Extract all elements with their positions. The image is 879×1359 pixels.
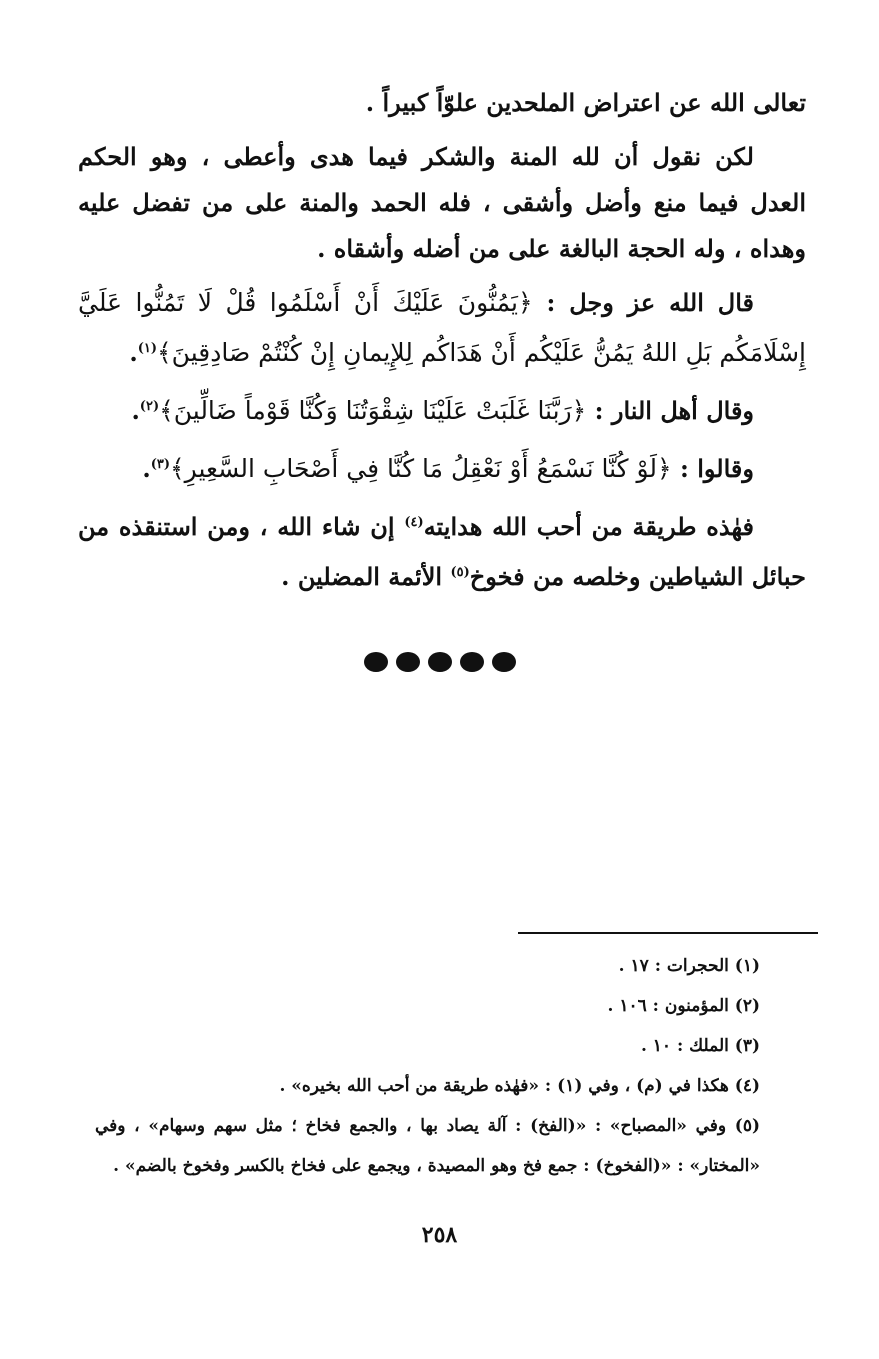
footnote-ref-2: (٢) [139,399,160,414]
paragraph-2-text: لكن نقول أن لله المنة والشكر فيما هدى وأعطى ، وهو الحكم العدل فيما منع وأضل وأشقى ، فله الحمد والمنة على من تفضل عليه وهداه ، وله الحجة البالغة على من أضله وأشقاه . [78,142,806,263]
footnote-ref-1: (١) [137,341,158,356]
main-text-block [78,80,806,608]
separator-dot-icon [492,652,516,672]
paragraph-1-text: تعالى الله عن اعتراض الملحدين علوّاً كبيراً . [365,88,806,117]
quran-verse-2: ﴿رَبَّنَا غَلَبَتْ عَلَيْنَا شِقْوَتُنَا وَكُنَّا قَوْماً ضَالِّينَ﴾ [159,396,587,425]
quran-verse-1: ﴿يَمُنُّونَ عَلَيْكَ أَنْ أَسْلَمُوا قُلْ لَا تَمُنُّوا عَلَيَّ إِسْلَامَكُم بَلِ اللهُ يَمُنُّ عَلَيْكُم أَنْ هَدَاكُم لِلإِيمانِ إِنْ كُنْتُمْ صَادِقِينَ﴾ [78,288,806,367]
paragraph-3 [78,280,806,376]
footnotes-block [95,946,760,1186]
paragraph-1 [78,80,806,126]
paragraph-4-intro: وقال أهل النار : [586,396,754,425]
paragraph-4-end: . [131,396,140,425]
paragraph-6-part1: فهٰذه طريقة من أحب الله هدايته [423,512,754,541]
paragraph-5-intro: وقالوا : [671,454,754,483]
paragraph-4 [78,384,806,434]
footnote-1: (١) الحجرات : ١٧ . [618,956,760,976]
footnote-2: (٢) المؤمنون : ١٠٦ . [607,996,760,1016]
footnote-ref-5: (٥) [450,565,470,580]
footnote-3: (٣) الملك : ١٠ . [640,1036,760,1056]
separator-dot-icon [460,652,484,672]
separator-dot-icon [396,652,420,672]
paragraph-2 [78,134,806,272]
paragraph-6-part3: الأئمة المضلين . [281,562,451,591]
footnote-ref-4: (٤) [404,515,424,530]
paragraph-5 [78,442,806,492]
paragraph-3-intro: قال الله عز وجل : [532,288,754,317]
paragraph-3-end: . [129,338,138,367]
footnote-4: (٤) هكذا في (م) ، وفي (١) : «فهٰذه طريقة من أحب الله بخيره» . [279,1076,760,1096]
footnote-5: (٥) وفي «المصباح» : «(الفخ) : آلة يصاد بها ، والجمع فخاخ ؛ مثل سهم وسهام» ، وفي «المختار» : «(الفخوخ) : جمع فخ وهو المصيدة ، ويجمع على فخاخ بالكسر وفخوخ بالضم» . [95,1116,760,1176]
paragraph-6-part2: إن شاء الله ، ومن استنقذه من حبائل الشياطين وخلصه من فخوخ [78,512,806,591]
separator-dot-icon [428,652,452,672]
footnote-divider [518,932,818,934]
paragraph-5-end: . [142,454,151,483]
separator-dot-icon [364,652,388,672]
footnote-ref-3: (٣) [150,457,171,472]
section-separator [0,652,879,672]
quran-verse-3: ﴿لَوْ كُنَّا نَسْمَعُ أَوْ نَعْقِلُ مَا كُنَّا فِي أَصْحَابِ السَّعِيرِ﴾ [170,454,672,483]
page-number: ٢٥٨ [421,1222,458,1248]
paragraph-6 [78,500,806,600]
